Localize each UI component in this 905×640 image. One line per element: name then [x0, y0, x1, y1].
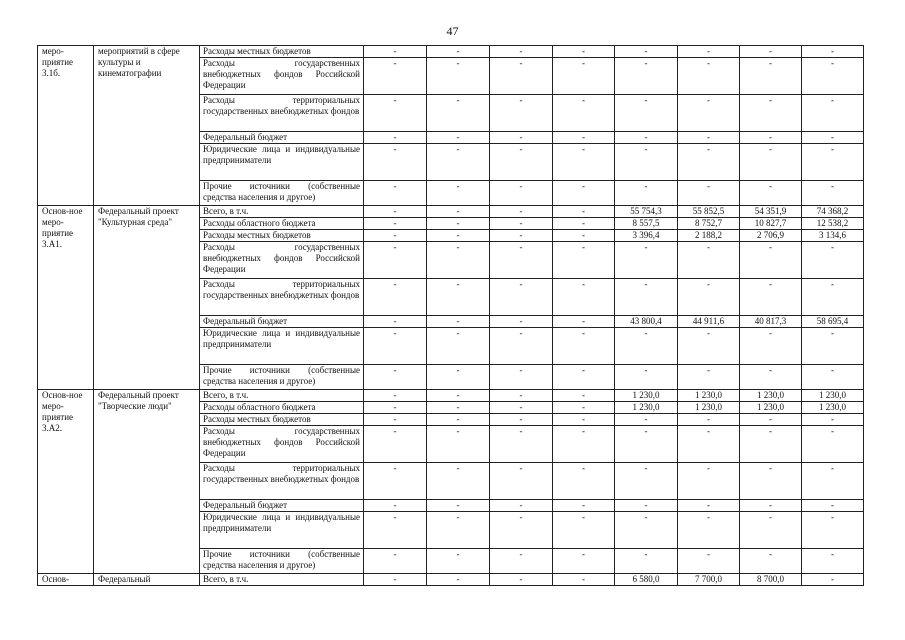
- amount-cell-3: -: [490, 95, 553, 132]
- event-code-cell: Основ-: [38, 574, 94, 586]
- amount-cell-6: -: [678, 181, 740, 206]
- amount-cell-7: -: [740, 414, 802, 426]
- amount-cell-2: -: [427, 500, 490, 512]
- amount-cell-6: -: [678, 512, 740, 549]
- amount-cell-3: -: [490, 58, 553, 95]
- funding-source-cell: Прочие источники (собственные средства населения и другое): [200, 181, 364, 206]
- amount-cell-8: -: [802, 549, 864, 574]
- amount-cell-1: -: [364, 206, 427, 218]
- amount-cell-5: -: [615, 426, 678, 463]
- amount-cell-4: -: [553, 426, 615, 463]
- amount-cell-2: -: [427, 206, 490, 218]
- amount-cell-8: -: [802, 463, 864, 500]
- amount-cell-2: -: [427, 230, 490, 242]
- amount-cell-5: -: [615, 279, 678, 316]
- amount-cell-3: -: [490, 46, 553, 58]
- amount-cell-5: 3 396,4: [615, 230, 678, 242]
- amount-cell-6: 55 852,5: [678, 206, 740, 218]
- amount-cell-1: -: [364, 144, 427, 181]
- amount-cell-4: -: [553, 512, 615, 549]
- amount-cell-3: -: [490, 206, 553, 218]
- amount-cell-8: -: [802, 242, 864, 279]
- event-name-cell: Федеральный проект "Творческие люди": [94, 390, 200, 574]
- funding-source-cell: Всего, в т.ч.: [200, 574, 364, 586]
- amount-cell-5: -: [615, 328, 678, 365]
- amount-cell-6: -: [678, 132, 740, 144]
- event-name-cell: Федеральный: [94, 574, 200, 586]
- amount-cell-2: -: [427, 512, 490, 549]
- amount-cell-1: -: [364, 46, 427, 58]
- amount-cell-7: -: [740, 365, 802, 390]
- amount-cell-5: 43 800,4: [615, 316, 678, 328]
- amount-cell-8: 12 538,2: [802, 218, 864, 230]
- amount-cell-7: -: [740, 426, 802, 463]
- amount-cell-1: -: [364, 574, 427, 586]
- funding-source-cell: Юридические лица и индивидуальные предприниматели: [200, 512, 364, 549]
- amount-cell-6: -: [678, 144, 740, 181]
- funding-source-cell: Федеральный бюджет: [200, 500, 364, 512]
- amount-cell-1: -: [364, 426, 427, 463]
- amount-cell-4: -: [553, 500, 615, 512]
- amount-cell-7: -: [740, 549, 802, 574]
- amount-cell-4: -: [553, 328, 615, 365]
- amount-cell-8: -: [802, 328, 864, 365]
- amount-cell-8: -: [802, 500, 864, 512]
- amount-cell-5: -: [615, 414, 678, 426]
- amount-cell-6: -: [678, 279, 740, 316]
- amount-cell-2: -: [427, 390, 490, 402]
- amount-cell-3: -: [490, 500, 553, 512]
- funding-source-cell: Расходы территориальных государственных внебюджетных фондов: [200, 463, 364, 500]
- amount-cell-5: -: [615, 181, 678, 206]
- amount-cell-6: -: [678, 463, 740, 500]
- event-code-cell: Основ-ное меро-приятие 3.А2.: [38, 390, 94, 574]
- amount-cell-4: -: [553, 58, 615, 95]
- amount-cell-3: -: [490, 390, 553, 402]
- funding-source-cell: Прочие источники (собственные средства населения и другое): [200, 549, 364, 574]
- amount-cell-5: -: [615, 500, 678, 512]
- amount-cell-4: -: [553, 279, 615, 316]
- amount-cell-4: -: [553, 549, 615, 574]
- funding-source-cell: Всего, в т.ч.: [200, 390, 364, 402]
- amount-cell-6: -: [678, 95, 740, 132]
- amount-cell-3: -: [490, 463, 553, 500]
- amount-cell-8: -: [802, 512, 864, 549]
- amount-cell-2: -: [427, 463, 490, 500]
- funding-source-cell: Юридические лица и индивидуальные предприниматели: [200, 328, 364, 365]
- amount-cell-8: -: [802, 58, 864, 95]
- amount-cell-4: -: [553, 463, 615, 500]
- amount-cell-6: -: [678, 58, 740, 95]
- amount-cell-1: -: [364, 58, 427, 95]
- amount-cell-2: -: [427, 132, 490, 144]
- amount-cell-1: -: [364, 132, 427, 144]
- funding-source-cell: Расходы местных бюджетов: [200, 230, 364, 242]
- amount-cell-7: -: [740, 95, 802, 132]
- amount-cell-4: -: [553, 181, 615, 206]
- amount-cell-1: -: [364, 328, 427, 365]
- amount-cell-7: -: [740, 463, 802, 500]
- amount-cell-5: -: [615, 463, 678, 500]
- amount-cell-6: -: [678, 500, 740, 512]
- amount-cell-5: 1 230,0: [615, 402, 678, 414]
- amount-cell-4: -: [553, 95, 615, 132]
- table-row: [38, 574, 864, 586]
- amount-cell-5: -: [615, 95, 678, 132]
- amount-cell-8: -: [802, 132, 864, 144]
- amount-cell-6: 1 230,0: [678, 402, 740, 414]
- funding-source-cell: Расходы местных бюджетов: [200, 414, 364, 426]
- amount-cell-4: -: [553, 414, 615, 426]
- table-row: [38, 390, 864, 402]
- amount-cell-1: -: [364, 500, 427, 512]
- amount-cell-7: -: [740, 242, 802, 279]
- amount-cell-3: -: [490, 365, 553, 390]
- amount-cell-1: -: [364, 242, 427, 279]
- amount-cell-3: -: [490, 230, 553, 242]
- funding-source-cell: Расходы государственных внебюджетных фондов Российской Федерации: [200, 426, 364, 463]
- amount-cell-4: -: [553, 402, 615, 414]
- event-name-cell: Федеральный проект "Культурная среда": [94, 206, 200, 390]
- amount-cell-4: -: [553, 206, 615, 218]
- amount-cell-5: 6 580,0: [615, 574, 678, 586]
- amount-cell-6: 8 752,7: [678, 218, 740, 230]
- amount-cell-1: -: [364, 181, 427, 206]
- amount-cell-4: -: [553, 46, 615, 58]
- amount-cell-5: -: [615, 242, 678, 279]
- amount-cell-2: -: [427, 144, 490, 181]
- amount-cell-1: -: [364, 316, 427, 328]
- amount-cell-3: -: [490, 574, 553, 586]
- budget-table: [37, 45, 864, 586]
- amount-cell-7: -: [740, 46, 802, 58]
- amount-cell-8: -: [802, 414, 864, 426]
- amount-cell-7: -: [740, 58, 802, 95]
- amount-cell-6: 1 230,0: [678, 390, 740, 402]
- amount-cell-7: -: [740, 328, 802, 365]
- amount-cell-5: 55 754,3: [615, 206, 678, 218]
- amount-cell-7: 54 351,9: [740, 206, 802, 218]
- amount-cell-1: -: [364, 365, 427, 390]
- amount-cell-8: -: [802, 574, 864, 586]
- amount-cell-3: -: [490, 316, 553, 328]
- amount-cell-2: -: [427, 46, 490, 58]
- amount-cell-1: -: [364, 549, 427, 574]
- amount-cell-6: -: [678, 242, 740, 279]
- amount-cell-8: -: [802, 279, 864, 316]
- amount-cell-4: -: [553, 218, 615, 230]
- event-code-cell: меро-приятие 3.1б.: [38, 46, 94, 206]
- amount-cell-1: -: [364, 390, 427, 402]
- amount-cell-8: -: [802, 365, 864, 390]
- amount-cell-8: -: [802, 95, 864, 132]
- amount-cell-1: -: [364, 95, 427, 132]
- amount-cell-7: 1 230,0: [740, 390, 802, 402]
- funding-source-cell: Расходы областного бюджета: [200, 218, 364, 230]
- amount-cell-2: -: [427, 316, 490, 328]
- funding-source-cell: Прочие источники (собственные средства населения и другое): [200, 365, 364, 390]
- amount-cell-8: -: [802, 144, 864, 181]
- event-code-cell: Основ-ное меро-приятие 3.А1.: [38, 206, 94, 390]
- funding-source-cell: Всего, в т.ч.: [200, 206, 364, 218]
- amount-cell-5: -: [615, 144, 678, 181]
- amount-cell-2: -: [427, 242, 490, 279]
- amount-cell-8: -: [802, 46, 864, 58]
- amount-cell-6: 7 700,0: [678, 574, 740, 586]
- funding-source-cell: Расходы территориальных государственных внебюджетных фондов: [200, 279, 364, 316]
- amount-cell-1: -: [364, 463, 427, 500]
- amount-cell-6: -: [678, 426, 740, 463]
- amount-cell-5: 8 557,5: [615, 218, 678, 230]
- amount-cell-2: -: [427, 279, 490, 316]
- amount-cell-3: -: [490, 414, 553, 426]
- amount-cell-6: -: [678, 549, 740, 574]
- funding-source-cell: Федеральный бюджет: [200, 316, 364, 328]
- amount-cell-6: -: [678, 46, 740, 58]
- amount-cell-2: -: [427, 574, 490, 586]
- table-row: [38, 206, 864, 218]
- amount-cell-5: -: [615, 512, 678, 549]
- amount-cell-3: -: [490, 218, 553, 230]
- amount-cell-6: -: [678, 328, 740, 365]
- amount-cell-6: -: [678, 414, 740, 426]
- amount-cell-4: -: [553, 390, 615, 402]
- amount-cell-5: -: [615, 132, 678, 144]
- amount-cell-8: 58 695,4: [802, 316, 864, 328]
- amount-cell-5: -: [615, 58, 678, 95]
- amount-cell-7: -: [740, 144, 802, 181]
- amount-cell-4: -: [553, 316, 615, 328]
- amount-cell-7: 2 706,9: [740, 230, 802, 242]
- amount-cell-4: -: [553, 574, 615, 586]
- amount-cell-7: 8 700,0: [740, 574, 802, 586]
- amount-cell-7: -: [740, 181, 802, 206]
- amount-cell-1: -: [364, 279, 427, 316]
- amount-cell-2: -: [427, 365, 490, 390]
- amount-cell-2: -: [427, 181, 490, 206]
- amount-cell-4: -: [553, 365, 615, 390]
- funding-source-cell: Расходы государственных внебюджетных фондов Российской Федерации: [200, 58, 364, 95]
- amount-cell-4: -: [553, 230, 615, 242]
- funding-source-cell: Федеральный бюджет: [200, 132, 364, 144]
- amount-cell-2: -: [427, 414, 490, 426]
- amount-cell-4: -: [553, 144, 615, 181]
- page-number: 47: [446, 24, 459, 38]
- amount-cell-5: -: [615, 549, 678, 574]
- amount-cell-3: -: [490, 549, 553, 574]
- amount-cell-2: -: [427, 426, 490, 463]
- funding-source-cell: Расходы местных бюджетов: [200, 46, 364, 58]
- amount-cell-1: -: [364, 218, 427, 230]
- amount-cell-8: 1 230,0: [802, 390, 864, 402]
- funding-source-cell: Расходы областного бюджета: [200, 402, 364, 414]
- amount-cell-5: -: [615, 46, 678, 58]
- amount-cell-2: -: [427, 549, 490, 574]
- amount-cell-3: -: [490, 402, 553, 414]
- amount-cell-7: -: [740, 132, 802, 144]
- amount-cell-6: -: [678, 365, 740, 390]
- amount-cell-7: -: [740, 512, 802, 549]
- amount-cell-1: -: [364, 230, 427, 242]
- funding-source-cell: Юридические лица и индивидуальные предприниматели: [200, 144, 364, 181]
- table-row: [38, 46, 864, 58]
- amount-cell-4: -: [553, 132, 615, 144]
- amount-cell-6: 2 188,2: [678, 230, 740, 242]
- amount-cell-1: -: [364, 512, 427, 549]
- amount-cell-6: 44 911,6: [678, 316, 740, 328]
- amount-cell-3: -: [490, 132, 553, 144]
- amount-cell-4: -: [553, 242, 615, 279]
- amount-cell-2: -: [427, 95, 490, 132]
- funding-source-cell: Расходы территориальных государственных внебюджетных фондов: [200, 95, 364, 132]
- amount-cell-3: -: [490, 144, 553, 181]
- amount-cell-8: -: [802, 426, 864, 463]
- amount-cell-7: 10 827,7: [740, 218, 802, 230]
- amount-cell-5: -: [615, 365, 678, 390]
- amount-cell-7: -: [740, 279, 802, 316]
- event-name-cell: мероприятий в сфере культуры и кинематографии: [94, 46, 200, 206]
- amount-cell-3: -: [490, 328, 553, 365]
- amount-cell-3: -: [490, 181, 553, 206]
- amount-cell-1: -: [364, 414, 427, 426]
- funding-source-cell: Расходы государственных внебюджетных фондов Российской Федерации: [200, 242, 364, 279]
- amount-cell-3: -: [490, 279, 553, 316]
- amount-cell-7: 1 230,0: [740, 402, 802, 414]
- amount-cell-8: -: [802, 181, 864, 206]
- amount-cell-3: -: [490, 426, 553, 463]
- amount-cell-1: -: [364, 402, 427, 414]
- amount-cell-3: -: [490, 242, 553, 279]
- amount-cell-2: -: [427, 402, 490, 414]
- amount-cell-8: 1 230,0: [802, 402, 864, 414]
- amount-cell-8: 74 368,2: [802, 206, 864, 218]
- amount-cell-3: -: [490, 512, 553, 549]
- amount-cell-2: -: [427, 218, 490, 230]
- amount-cell-5: 1 230,0: [615, 390, 678, 402]
- amount-cell-2: -: [427, 328, 490, 365]
- amount-cell-8: 3 134,6: [802, 230, 864, 242]
- amount-cell-7: 40 817,3: [740, 316, 802, 328]
- amount-cell-7: -: [740, 500, 802, 512]
- amount-cell-2: -: [427, 58, 490, 95]
